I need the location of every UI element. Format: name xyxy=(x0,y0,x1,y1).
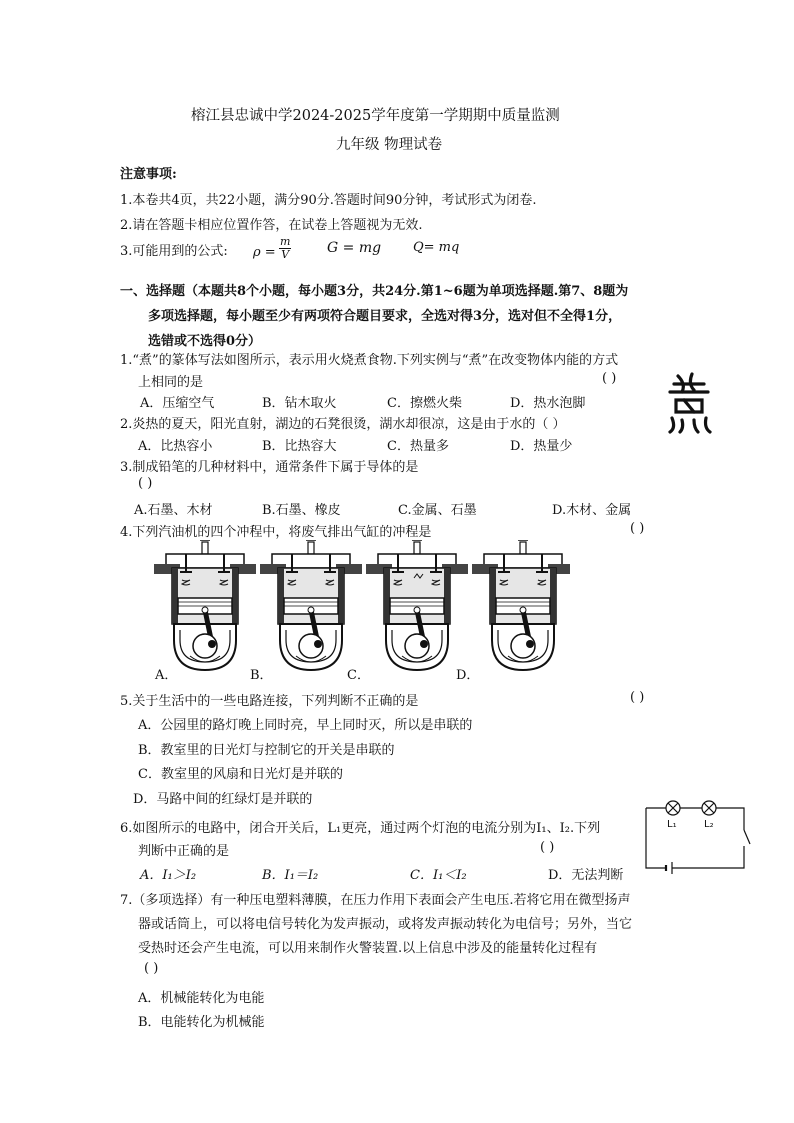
q7-option-b[interactable]: B．电能转化为机械能 xyxy=(138,1015,265,1030)
q5-option-b[interactable]: B．教室里的日光灯与控制它的开关是串联的 xyxy=(138,743,395,758)
q7-answer-blank: ( ) xyxy=(144,961,159,976)
q1-answer-blank: ( ) xyxy=(602,371,617,386)
section1-line2: 多项选择题，每小题至少有两项符合题目要求，全选对得3分，选对但不全得1分， xyxy=(148,309,622,324)
q7-stem-line2: 器或话筒上，可以将电信号转化为发声振动，或将发声振动转化为电信号；另外，当它 xyxy=(138,917,633,932)
section1-line3: 选错或不选得0分） xyxy=(148,334,262,349)
formula-heat: Q= mq xyxy=(413,240,460,255)
circuit-diagram xyxy=(640,796,752,876)
q1-stem-line2: 上相同的是 xyxy=(138,375,204,390)
q6-option-b[interactable]: B．I₁＝I₂ xyxy=(262,868,319,883)
formula-gravity: G = mg xyxy=(327,240,382,256)
section1-line1: 一、选择题（本题共8个小题，每小题3分，共24分.第1~6题为单项选择题.第7、8题为 xyxy=(120,284,629,299)
q4-option-a[interactable]: A． xyxy=(155,668,178,683)
q1-option-c[interactable]: C．擦燃火柴 xyxy=(387,396,462,411)
q4-answer-blank: ( ) xyxy=(630,521,645,536)
q6-option-a[interactable]: A．I₁＞I₂ xyxy=(140,868,197,883)
formula-density-lhs: ρ = xyxy=(253,245,276,260)
q1-stem-line1: 1.“煮”的篆体写法如图所示，表示用火烧煮食物.下列实例与“煮”在改变物体内能的方式 xyxy=(120,353,619,368)
q4-stem: 4.下列汽油机的四个冲程中，将废气排出气缸的冲程是 xyxy=(120,525,432,540)
q6-option-d[interactable]: D．无法判断 xyxy=(548,868,624,883)
q3-option-c[interactable]: C.金属、石墨 xyxy=(398,503,477,518)
q5-stem: 5.关于生活中的一些电路连接，下列判断不正确的是 xyxy=(120,694,419,709)
q7-option-a[interactable]: A．机械能转化为电能 xyxy=(138,991,265,1006)
q7-stem-line3: 受热时还会产生电流，可以用来制作火警装置.以上信息中涉及的能量转化过程有 xyxy=(138,941,598,956)
note-1: 1.本卷共4页，共22小题，满分90分.答题时间90分钟，考试形式为闭卷. xyxy=(120,193,537,208)
engine-figures xyxy=(150,540,570,680)
fraction-numerator: m xyxy=(280,235,291,248)
q6-stem-line2: 判断中正确的是 xyxy=(138,844,230,859)
fraction-denominator: V xyxy=(281,248,290,261)
q5-answer-blank: ( ) xyxy=(630,690,645,705)
zhu-seal-script-icon xyxy=(664,370,714,436)
q6-stem-line1: 6.如图所示的电路中，闭合开关后，L₁更亮，通过两个灯泡的电流分别为I₁、I₂.下列 xyxy=(120,821,601,836)
q4-option-b[interactable]: B． xyxy=(250,668,273,683)
q2-option-a[interactable]: A．比热容小 xyxy=(138,439,213,454)
q5-option-a[interactable]: A．公园里的路灯晚上同时亮，早上同时灭，所以是串联的 xyxy=(138,718,473,733)
exam-title: 榕江县忠诚中学2024-2025学年度第一学期期中质量监测 xyxy=(191,108,560,124)
q2-option-c[interactable]: C．热量多 xyxy=(387,439,449,454)
q3-stem: 3.制成铅笔的几种材料中，通常条件下属于导体的是 xyxy=(120,460,419,475)
q4-option-c[interactable]: C． xyxy=(347,668,370,683)
q3-answer-blank: ( ) xyxy=(138,476,153,491)
q3-option-d[interactable]: D.木材、金属 xyxy=(552,503,632,518)
q5-option-c[interactable]: C．教室里的风扇和日光灯是并联的 xyxy=(138,767,343,782)
q7-stem-line1: 7.（多项选择）有一种压电塑料薄膜，在压力作用下表面会产生电压.若将它用在微型扬声 xyxy=(120,893,631,908)
note-3-prefix: 3.可能用到的公式: xyxy=(120,244,228,259)
q3-option-b[interactable]: B.石墨、橡皮 xyxy=(262,503,341,518)
q2-stem: 2.炎热的夏天，阳光直射，湖边的石凳很烫，湖水却很凉，这是由于水的（ ） xyxy=(120,417,566,432)
q2-option-d[interactable]: D．热量少 xyxy=(510,439,573,454)
q3-option-a[interactable]: A.石墨、木材 xyxy=(134,503,213,518)
q6-answer-blank: ( ) xyxy=(540,840,555,855)
q1-option-b[interactable]: B．钻木取火 xyxy=(262,396,337,411)
notes-heading: 注意事项: xyxy=(120,167,177,182)
exam-subtitle: 九年级 物理试卷 xyxy=(336,137,443,153)
q5-option-d[interactable]: D．马路中间的红绿灯是并联的 xyxy=(133,792,313,807)
q1-option-a[interactable]: A．压缩空气 xyxy=(140,396,215,411)
q4-option-d[interactable]: D． xyxy=(456,668,480,683)
formula-density-fraction xyxy=(279,236,291,261)
q1-option-d[interactable]: D．热水泡脚 xyxy=(510,396,586,411)
note-2: 2.请在答题卡相应位置作答，在试卷上答题视为无效. xyxy=(120,218,423,233)
q6-option-c[interactable]: C．I₁＜I₂ xyxy=(410,868,467,883)
q2-option-b[interactable]: B．比热容大 xyxy=(262,439,337,454)
lamp-l2-label: L₂ xyxy=(704,819,714,830)
lamp-l1-label: L₁ xyxy=(667,819,677,830)
